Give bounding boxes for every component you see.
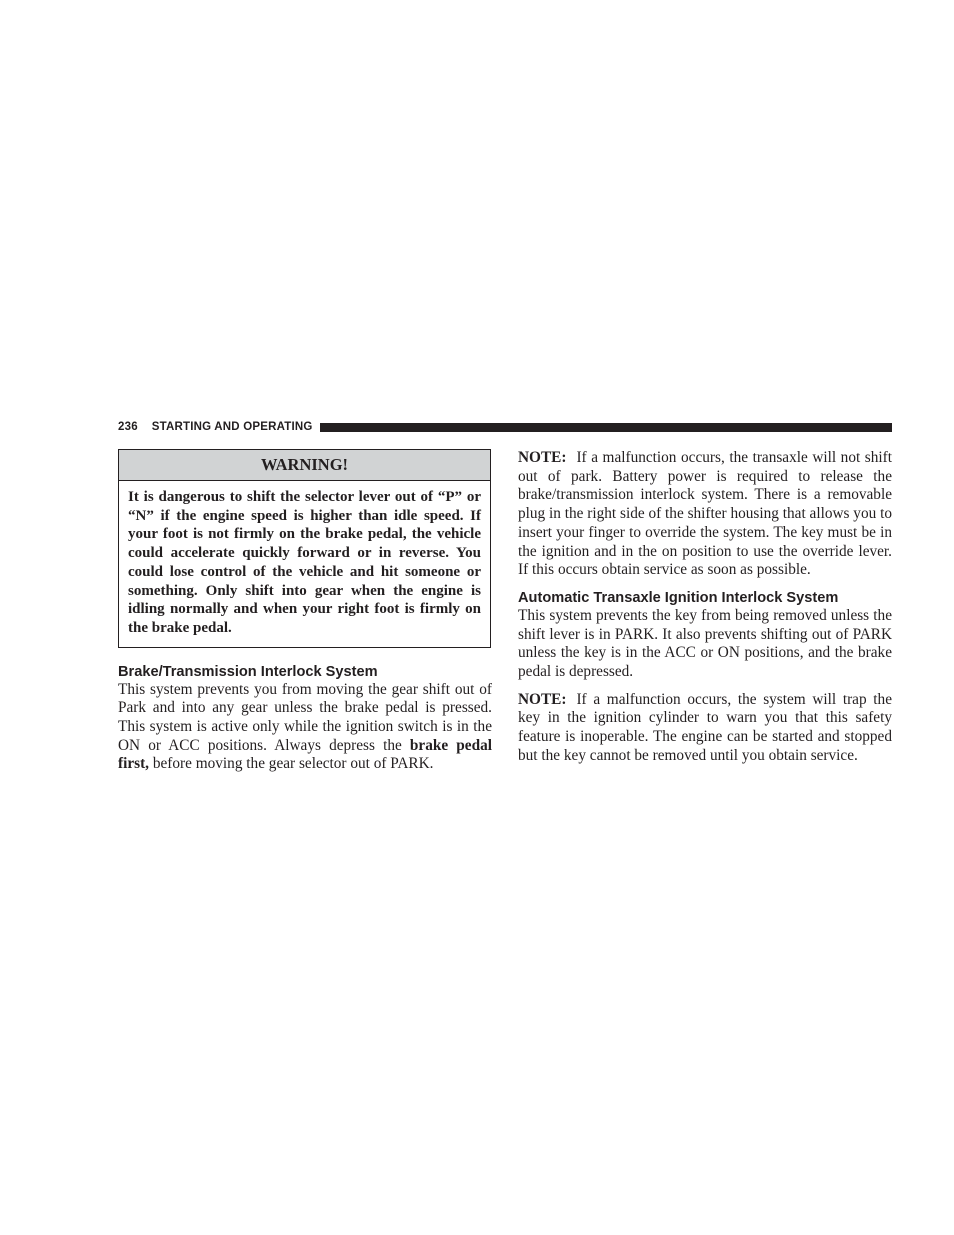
brake-interlock-bold-text: brake pedal first, bbox=[118, 736, 492, 773]
page-number: 236 bbox=[118, 421, 138, 433]
page-header bbox=[118, 419, 892, 435]
brake-interlock-text-after: before moving the gear selector out of PARK. bbox=[152, 755, 434, 773]
brake-interlock-text-before: This system prevents you from moving the gear shift out of Park and into any gear unless the brake pedal is pressed. This system is active only while the ignition switch is in the ON or ACC positions. Always depress the bbox=[118, 680, 492, 754]
right-column bbox=[518, 449, 892, 766]
note-paragraph-2 bbox=[518, 691, 892, 766]
left-column bbox=[118, 449, 492, 774]
ignition-interlock-heading: Automatic Transaxle Ignition Interlock System bbox=[518, 589, 839, 606]
brake-interlock-heading: Brake/Transmission Interlock System bbox=[118, 663, 378, 680]
warning-title: WARNING! bbox=[119, 450, 490, 481]
brake-interlock-paragraph bbox=[118, 681, 492, 775]
warning-text: It is dangerous to shift the selector lever out of “P” or “N” if the engine speed is higher than idle speed. If your foot is not firmly on the brake pedal, the vehicle could accelerate quickly forward or in reverse. You could lose control of the vehicle and hit someone or something. Only shift into gear when the engine is idling normally and when your right foot is firmly on the brake pedal. bbox=[128, 489, 481, 636]
warning-box bbox=[118, 449, 491, 648]
note-label-1: NOTE: bbox=[518, 449, 567, 466]
section-title: STARTING AND OPERATING bbox=[151, 421, 313, 433]
ignition-interlock-paragraph: This system prevents the key from being removed unless the shift lever is in PARK. It also prevents shifting out of PARK unless the key is in the ACC or ON positions, and the brake pedal is depressed. bbox=[518, 606, 892, 681]
header-rule bbox=[320, 423, 892, 432]
note-text-2: If a malfunction occurs, the system will trap the key in the ignition cylinder to warn you that this safety feature is inoperable. The engine can be started and stopped but the key cannot be removed until you obtain service. bbox=[518, 690, 892, 764]
note-label-2: NOTE: bbox=[518, 690, 567, 708]
note-paragraph-1 bbox=[518, 449, 892, 580]
note-text-1: If a malfunction occurs, the transaxle will not shift out of park. Battery power is required to release the brake/transmission interlock system. There is a removable plug in the right side of the shifter housing that allows you to insert your finger to override the system. The key must be in the ignition and in the on position to use the override lever. If this occurs obtain service as soon as possible. bbox=[518, 449, 892, 579]
